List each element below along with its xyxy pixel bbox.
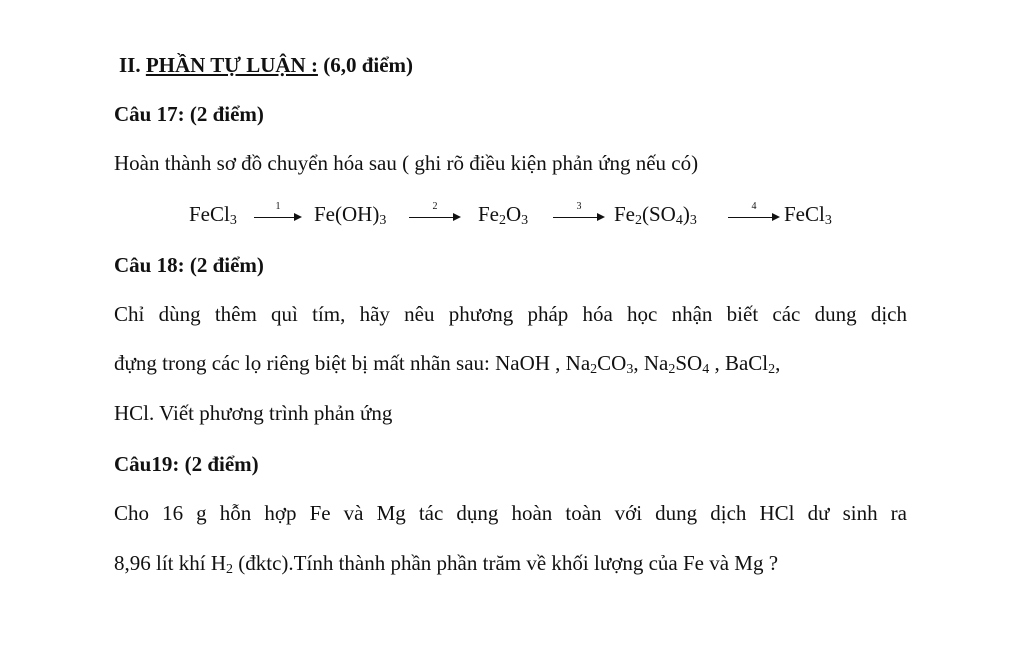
section-title: PHẦN TỰ LUẬN : [145, 53, 318, 77]
arrow-2-shaft-icon [409, 217, 455, 218]
reaction-arrow-2 [409, 201, 461, 222]
reaction-arrow-4 [728, 201, 780, 222]
arrow-1-label: 1 [275, 201, 281, 212]
section-heading [119, 52, 413, 78]
question-19-heading: Câu19: (2 điểm) [114, 452, 259, 476]
arrow-3-label: 3 [576, 201, 582, 212]
arrow-4-shaft-icon [728, 217, 774, 218]
arrow-1-head-icon [294, 213, 302, 221]
section-prefix: II. [119, 53, 146, 77]
question-17-instruction: Hoàn thành sơ đồ chuyển hóa sau ( ghi rõ điều kiện phản ứng nếu có) [114, 151, 699, 175]
arrow-4-head-icon [772, 213, 780, 221]
arrow-4-label: 4 [751, 201, 757, 212]
arrow-2-label: 2 [432, 201, 438, 212]
reaction-arrow-1 [254, 201, 302, 222]
species-ferric-hydroxide: $Fe(OH)_3$ [314, 202, 387, 228]
arrow-2-head-icon [453, 213, 461, 221]
species-ferric-sulfate: $Fe_2(SO_4)_3$ [614, 202, 697, 228]
species-ferric-oxide: $Fe_2O_3$ [478, 202, 529, 228]
question-18-heading: Câu 18: (2 điểm) [114, 253, 264, 277]
question-18-line-2: đựng trong các lọ riêng biệt bị mất nhãn sau: NaOH , $Na_2CO_3$, $Na_2SO_4$ , BaCl$_2$, [114, 351, 781, 377]
species-ferric-chloride-product: FeCl$_3$ [784, 202, 832, 228]
arrow-1-shaft-icon [254, 217, 296, 218]
species-ferric-chloride: FeCl$_3$ [189, 202, 237, 228]
reaction-arrow-3 [553, 201, 605, 222]
question-18-line-3: HCl. Viết phương trình phản ứng [114, 401, 393, 425]
arrow-3-shaft-icon [553, 217, 599, 218]
question-19-line-2: 8,96 lít khí $H_2$ (đktc).Tính thành phần phần trăm về khối lượng của Fe và Mg ? [114, 551, 779, 577]
question-19-line-1: Cho 16 g hỗn hợp Fe và Mg tác dụng hoàn toàn với dung dịch HCl dư sinh ra [114, 501, 907, 525]
arrow-3-head-icon [597, 213, 605, 221]
question-17-heading: Câu 17: (2 điểm) [114, 102, 264, 126]
question-18-line-1: Chỉ dùng thêm quì tím, hãy nêu phương pháp hóa học nhận biết các dung dịch [114, 302, 907, 326]
section-points: (6,0 điểm) [317, 53, 414, 77]
